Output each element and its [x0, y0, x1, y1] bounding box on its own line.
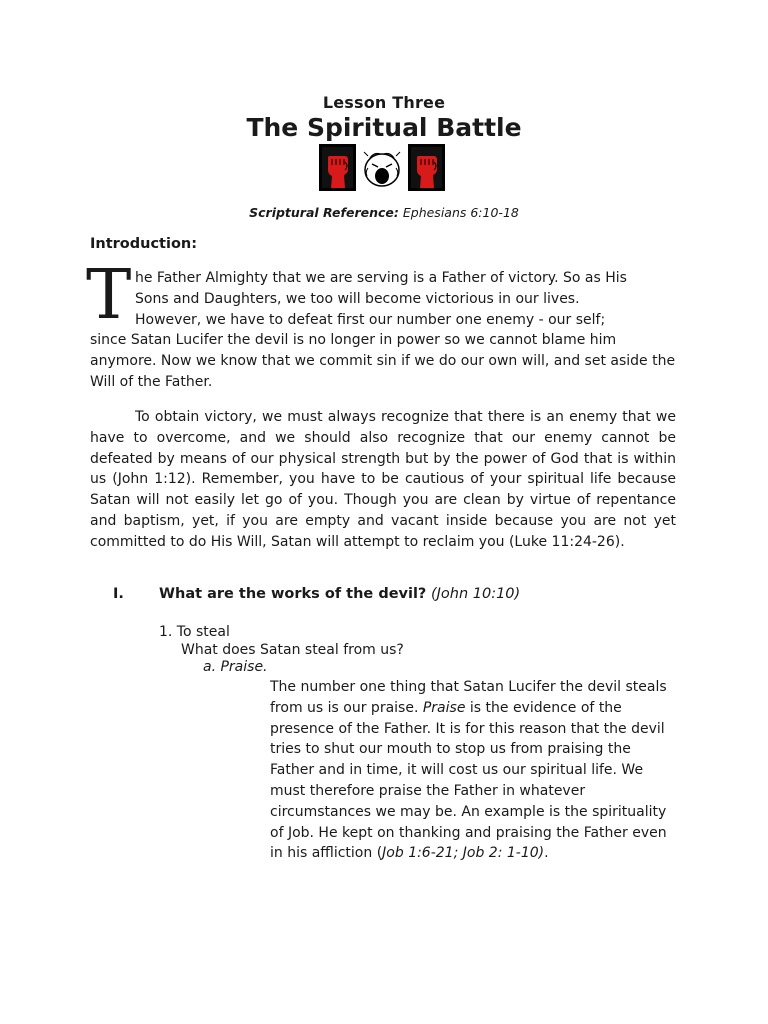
- intro-rest: since Satan Lucifer the devil is no longer in power so we cannot blame him anymore. Now we know that we commit sin if we do our own will, and set aside the Will of the Father.: [90, 332, 676, 390]
- intro-line-1: he Father Almighty that we are serving is a Father of victory. So as His: [135, 270, 627, 286]
- introduction-heading: Introduction:: [90, 236, 198, 252]
- raised-fist-icon: [319, 144, 356, 191]
- intro-line-2: Sons and Daughters, we too will become victorious in our lives.: [135, 290, 580, 307]
- sub-item-a-body: [270, 677, 678, 864]
- intro-paragraph-2: To obtain victory, we must always recognize that there is an enemy that we have to overcome, and we should also recognize that our enemy cannot be defeated by means of our physical strength but by the power of God that is within us (John 1:12). Remember, you have to be cautious of your spiritual life because Satan will not easily let go of you. Though you are clean by virtue of repentance and baptism, yet, if you are empty and vacant inside because you are not yet committed to do His Will, Satan will attempt to reclaim you (Luke 11:24-26).: [90, 409, 676, 550]
- section-question: What are the works of the devil?: [159, 586, 427, 602]
- raised-fist-icon: [408, 144, 445, 191]
- list-item-1: 1. To steal: [159, 624, 230, 640]
- scripture-reference: [0, 205, 768, 220]
- section-number: I.: [113, 586, 124, 602]
- page-title: The Spiritual Battle: [246, 113, 522, 142]
- body-references: Job 1:6-21; Job 2: 1-10): [382, 845, 545, 862]
- list-item-1-question: What does Satan steal from us?: [181, 642, 404, 658]
- intro-line-3: However, we have to defeat first our number one enemy - our self;: [135, 311, 606, 328]
- sub-item-a: a. Praise.: [203, 659, 268, 675]
- body-text-end: .: [544, 845, 549, 862]
- drop-cap: T: [86, 256, 132, 335]
- title-illustration: [319, 143, 447, 191]
- intro-paragraph-1: [90, 268, 676, 393]
- body-text-2: is the evidence of the presence of the Father. It is for this reason that the devil tries to shut our mouth to stop us from praising the Father and in time, it will cost us our spiritual life. We must therefore praise the Father in whatever circumstances we may be. An example is the spirituality of Job. He kept on thanking and praising the Father even in his affliction (: [270, 699, 667, 862]
- body-praise-word: Praise: [422, 699, 466, 716]
- lesson-label: Lesson Three: [322, 93, 446, 112]
- section-heading: [113, 586, 520, 602]
- section-reference: (John 10:10): [430, 586, 521, 602]
- crying-face-icon: [362, 144, 402, 191]
- scripture-label: Scriptural Reference:: [249, 205, 399, 220]
- scripture-verse: Ephesians 6:10-18: [402, 205, 519, 220]
- body-text-1: The number one thing that Satan Lucifer the devil steals from us is our praise.: [270, 679, 667, 716]
